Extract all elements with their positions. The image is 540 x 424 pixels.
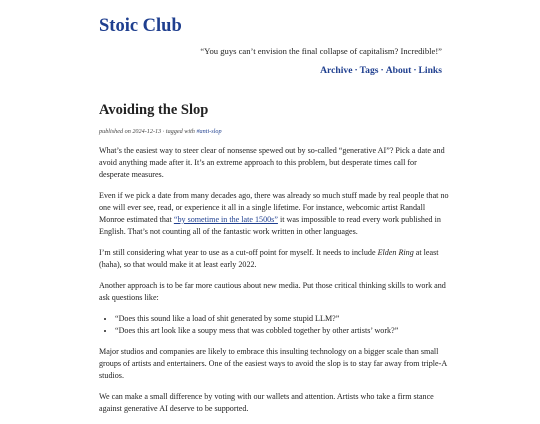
xkcd-link[interactable]: “by sometime in the late 1500s” [173,215,278,224]
post-title: Avoiding the Slop [99,102,209,118]
main-nav [320,64,442,78]
nav-link-archive[interactable]: Archive [320,65,353,76]
post-meta [99,127,222,136]
site-tagline: “You guys can’t envision the final collapse of capitalism? Incredible!” [200,46,442,56]
nav-separator: · [413,65,417,76]
game-title: Elden Ring [377,248,414,257]
question-list [99,313,449,337]
list-item: • “Does this art look like a soupy mess that was cobbled together by other artists’ work?” [115,325,449,337]
nav-separator: · [354,65,358,76]
paragraph-text: Even if we pick a date from many decades ago, there was already so much stuff made by real people that no one will ever see, read, or experience it all in a single lifetime. For instance, webcomic artist Randall Monroe estimated that [99,191,449,224]
paragraph-text: it was impossible to read every work published in English. That’s not counting all of the fantastic work written in other languages. [99,215,441,236]
nav-link-tags[interactable]: Tags [359,65,379,76]
post-content [99,145,449,424]
paragraph [99,190,449,238]
paragraph: Major studios and companies are likely to embrace this insulting technology on a bigger scale than small groups of artists and entertainers. One of the easiest ways to avoid the slop is to stay far away from triple-A studios. [99,347,447,380]
nav-link-about[interactable]: About [385,65,412,76]
paragraph: Another approach is to be far more cautious about new media. Put those critical thinking skills to work and ask questions like: [99,281,446,302]
post-tag-link[interactable]: #anti-slop [196,128,222,135]
paragraph [99,247,449,271]
site-title-link[interactable]: Stoic Club [99,16,182,36]
nav-separator: · [380,65,384,76]
nav-link-links[interactable]: Links [418,65,442,76]
paragraph-text: at least (haha), so that would make it at least early 2022. [99,248,439,269]
post-meta-date: published on 2024-12-13 · tagged with [99,128,195,135]
paragraph: We can make a small difference by voting with our wallets and attention. Artists who take a firm stance against generative AI deserve to be supported. [99,392,434,413]
paragraph: What’s the easiest way to steer clear of nonsense spewed out by so-called “generative AI”? Pick a date and avoid anything made after it. It’s an extreme approach to this problem, but desperate times call for desperate measures. [99,146,445,179]
list-item: • “Does this sound like a load of shit generated by some stupid LLM?” [115,313,449,325]
paragraph-text: I’m still considering what year to use as a cut-off point for myself. It needs to include [99,248,378,257]
